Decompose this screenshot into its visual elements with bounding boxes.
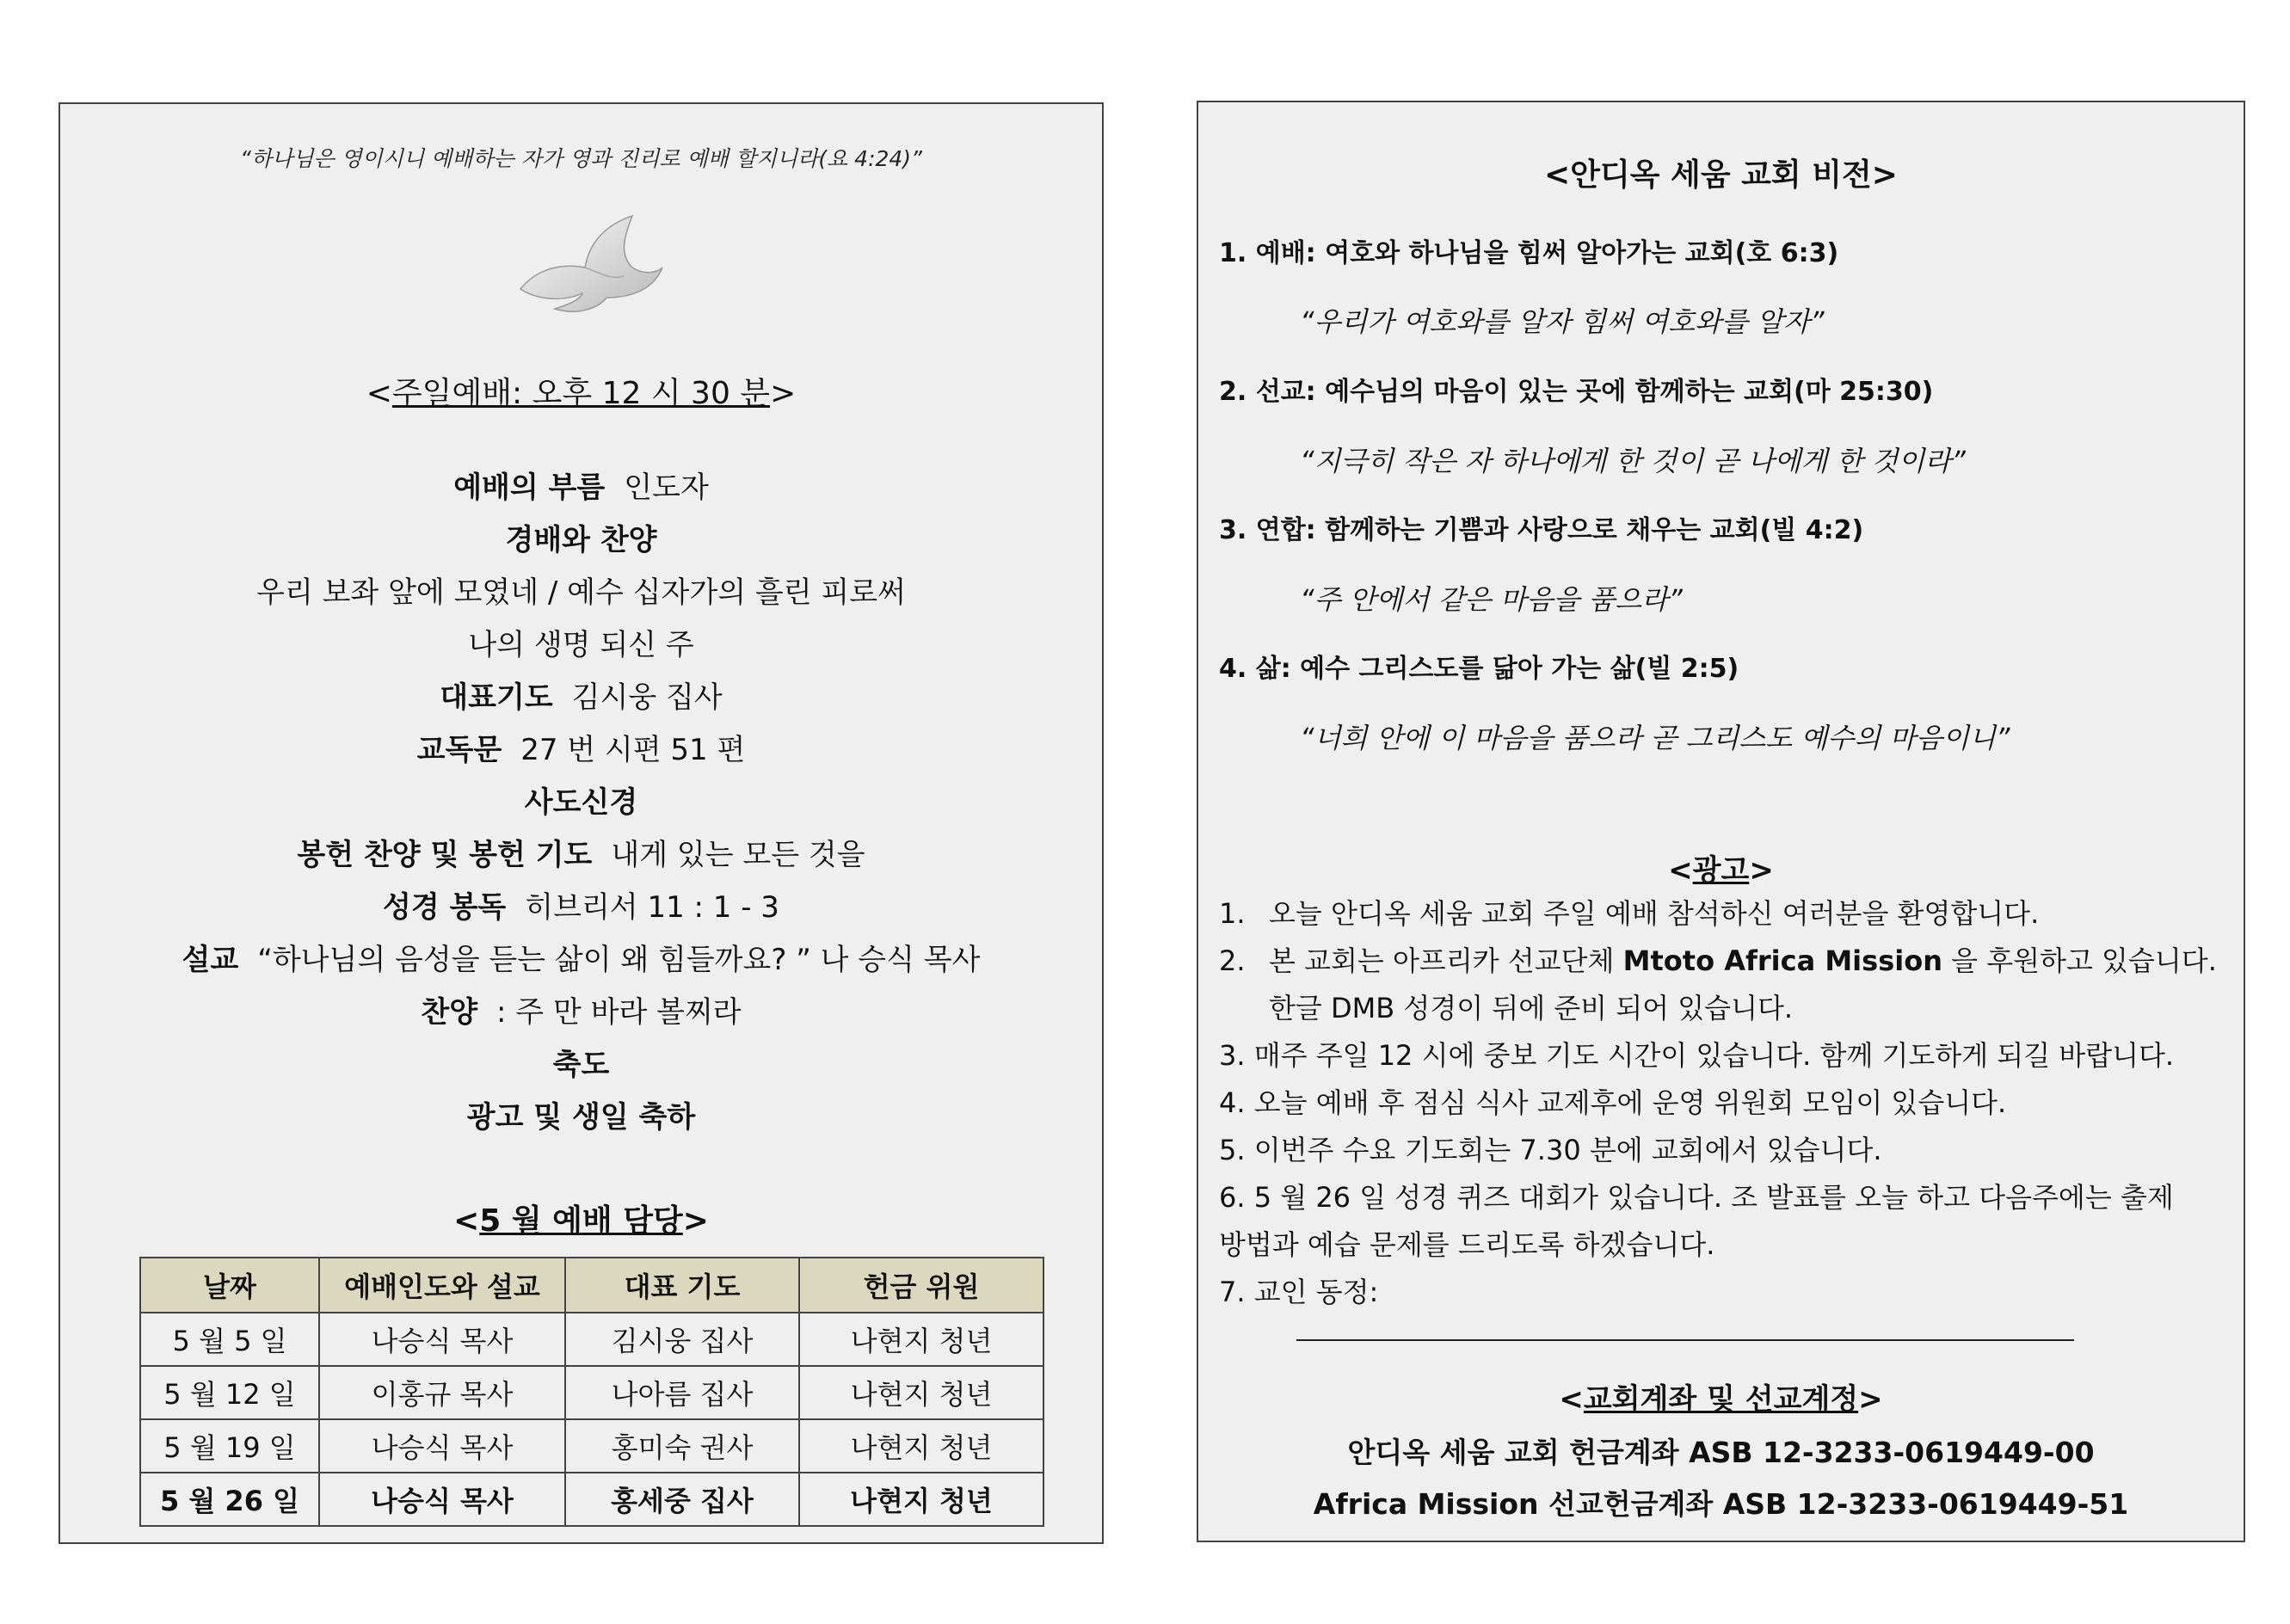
- order-text: 27 번 시편 51 편: [520, 733, 746, 767]
- order-label: 축도: [552, 1048, 610, 1082]
- header-date: 날짜: [140, 1258, 319, 1313]
- cell-offering: 나현지 청년: [799, 1313, 1043, 1366]
- order-text: 인도자: [624, 471, 709, 505]
- worship-order-item: [60, 988, 1102, 1030]
- order-text: 내게 있는 모든 것을: [611, 838, 865, 872]
- scripture-verse: “하나님은 영이시니 예배하는 자가 영과 진리로 예배 할지니라(요 4:24)”: [239, 146, 923, 171]
- vision-title: <안디옥 세움 교회 비전>: [1544, 157, 1898, 193]
- worship-order-item: [60, 1041, 1102, 1083]
- worship-order-item: [60, 936, 1102, 978]
- offering-account: 안디옥 세움 교회 헌금계좌 ASB 12-3233-0619449-00: [1347, 1436, 2095, 1469]
- order-label: 예배의 부름: [453, 471, 606, 505]
- announcement-item: 7. 교인 동정:: [1219, 1276, 1379, 1308]
- order-label: 봉헌 찬양 및 봉헌 기도: [297, 838, 593, 872]
- table-row: [140, 1313, 1043, 1366]
- vision-item: 1. 예배: 여호와 하나님을 힘써 알아가는 교회(호 6:3): [1219, 238, 1839, 268]
- order-label: 성경 봉독: [383, 890, 507, 925]
- header-offering: 헌금 위원: [799, 1258, 1043, 1313]
- cell-date: 5 월 12 일: [140, 1366, 319, 1419]
- worship-order-item: [60, 569, 1102, 611]
- order-text: : 주 만 바라 볼찌라: [496, 995, 742, 1030]
- vision-quote: “우리가 여호와를 알자 힘써 여호와를 알자”: [1300, 305, 1825, 338]
- order-text: “하나님의 음성을 듣는 삶이 왜 힘들까요? ” 나 승식 목사: [257, 943, 981, 977]
- worship-order-item: [60, 726, 1102, 768]
- divider: [1296, 1339, 2074, 1341]
- cell-prayer: 홍세중 집사: [565, 1473, 799, 1526]
- announcement-item: 1. 오늘 안디옥 세움 교회 주일 예배 참석하신 여러분을 환영합니다.: [1219, 897, 2040, 930]
- order-label: 경배와 찬양: [505, 523, 657, 557]
- mission-name: Mtoto Africa Mission: [1622, 944, 1942, 977]
- worship-order-item: [60, 674, 1102, 716]
- order-label: 찬양: [421, 995, 478, 1030]
- account-title: <교회계좌 및 선교계정>: [1559, 1382, 1883, 1417]
- cell-offering: 나현지 청년: [799, 1473, 1043, 1526]
- order-label: 사도신경: [524, 785, 638, 820]
- table-row: [140, 1366, 1043, 1419]
- vision-item: 2. 선교: 예수님의 마음이 있는 곳에 함께하는 교회(마 25:30): [1219, 377, 1934, 407]
- announcement-item: 2. 본 교회는 아프리카 선교단체 Mtoto Africa Mission 을 후원하고 있습니다.: [1219, 944, 2217, 977]
- vision-item: 3. 연합: 함께하는 기쁨과 사랑으로 채우는 교회(빌 4:2): [1219, 515, 1864, 545]
- vision-item: 4. 삶: 예수 그리스도를 닮아 가는 삶(빌 2:5): [1219, 654, 1739, 684]
- announcement-item: 6. 5 월 26 일 성경 퀴즈 대회가 있습니다. 조 발표를 오늘 하고 다음주에는 출제: [1219, 1181, 2174, 1214]
- order-text: 김시웅 집사: [571, 680, 723, 715]
- order-text: 나의 생명 되신 주: [468, 628, 694, 662]
- cell-prayer: 김시웅 집사: [565, 1313, 799, 1366]
- worship-order-item: [60, 516, 1102, 558]
- cell-date: 5 월 19 일: [140, 1419, 319, 1473]
- worship-order-item: [60, 831, 1102, 873]
- may-duty-title: <5 월 예배 담당>: [453, 1203, 709, 1239]
- worship-order-item: [60, 883, 1102, 926]
- table-header-row: [140, 1258, 1043, 1313]
- worship-order-item: [60, 621, 1102, 663]
- vision-quote: “너희 안에 이 마음을 품으라 곧 그리스도 예수의 마음이니”: [1300, 722, 2010, 754]
- announcement-item-continued: 방법과 예습 문제를 드리도록 하겠습니다.: [1219, 1228, 1715, 1261]
- announcement-item-continued: 한글 DMB 성경이 뒤에 준비 되어 있습니다.: [1269, 992, 1794, 1024]
- announcement-item: 4. 오늘 예배 후 점심 식사 교제후에 운영 위원회 모임이 있습니다.: [1219, 1086, 2007, 1119]
- announcement-item: 3. 매주 주일 12 시에 중보 기도 시간이 있습니다. 함께 기도하게 되길 바랍니다.: [1219, 1039, 2175, 1072]
- order-text: 우리 보좌 앞에 모였네 / 예수 십자가의 흘린 피로써: [256, 575, 906, 610]
- cell-leader: 나승식 목사: [319, 1419, 565, 1473]
- order-label: 교독문: [416, 733, 502, 767]
- worship-order-panel: [58, 102, 1104, 1544]
- order-text: 히브리서 11 : 1 - 3: [525, 890, 779, 925]
- cell-leader: 이홍규 목사: [319, 1366, 565, 1419]
- cell-date: 5 월 26 일: [140, 1473, 319, 1526]
- cell-prayer: 홍미숙 권사: [565, 1419, 799, 1473]
- worship-order-item: [60, 778, 1102, 821]
- order-label: 광고 및 생일 축하: [466, 1100, 696, 1135]
- cell-leader: 나승식 목사: [319, 1313, 565, 1366]
- cell-prayer: 나아름 집사: [565, 1366, 799, 1419]
- header-prayer: 대표 기도: [565, 1258, 799, 1313]
- vision-quote: “지극히 작은 자 하나에게 한 것이 곧 나에게 한 것이라”: [1300, 445, 1966, 477]
- dove-icon: [503, 207, 667, 319]
- order-label: 대표기도: [440, 680, 553, 715]
- may-duty-table: [139, 1257, 1044, 1527]
- order-label: 설교: [182, 943, 239, 977]
- cell-date: 5 월 5 일: [140, 1313, 319, 1366]
- cell-offering: 나현지 청년: [799, 1366, 1043, 1419]
- cell-leader: 나승식 목사: [319, 1473, 565, 1526]
- service-time-title: <주일예배: 오후 12 시 30 분>: [366, 376, 797, 411]
- mission-account: Africa Mission 선교헌금계좌 ASB 12-3233-0619449-51: [1313, 1487, 2129, 1521]
- announcement-title: <광고>: [1668, 853, 1774, 888]
- worship-order-item: [60, 1093, 1102, 1135]
- table-row: [140, 1473, 1043, 1526]
- announcement-item: 5. 이번주 수요 기도회는 7.30 분에 교회에서 있습니다.: [1219, 1134, 1882, 1166]
- vision-announcement-panel: [1197, 101, 2245, 1542]
- cell-offering: 나현지 청년: [799, 1419, 1043, 1473]
- vision-quote: “주 안에서 같은 마음을 품으라”: [1300, 583, 1683, 616]
- table-row: [140, 1419, 1043, 1473]
- worship-order-item: [60, 464, 1102, 506]
- header-leader: 예배인도와 설교: [319, 1258, 565, 1313]
